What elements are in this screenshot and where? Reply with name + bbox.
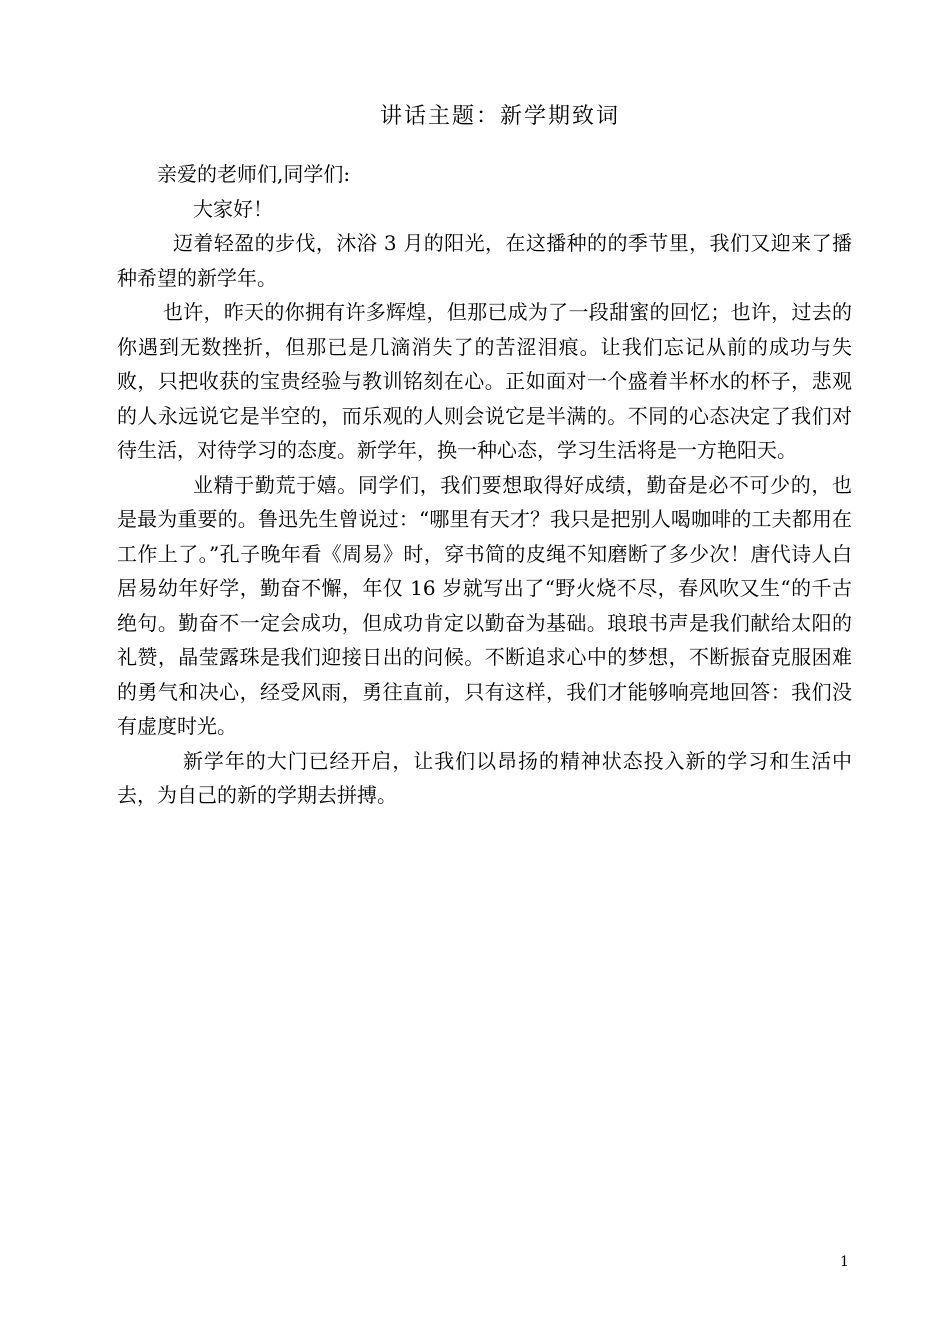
salutation: 亲爱的老师们,同学们: (157, 162, 351, 186)
paragraph-2: 也许，昨天的你拥有许多辉煌，但那已成为了一段甜蜜的回忆；也许，过去的你遇到无数挫折，但那已是几滴消失了的苦涩泪痕。让我们忘记从前的成功与失败，只把收获的宝贵经验与教训铭刻在心。正如面对一个盛着半杯水的杯子，悲观的人永远说它是半空的，而乐观的人则会说它是半满的。不同的心态决定了我们对待生活，对待学习的态度。新学年，换一种心态，学习生活将是一方艳阳天。 (117, 300, 852, 462)
paragraph-4: 新学年的大门已经开启，让我们以昂扬的精神状态投入新的学习和生活中去，为自己的新的学期去拼搏。 (117, 748, 852, 807)
page-title: 讲话主题：新学期致词 (379, 104, 620, 129)
document-body (117, 157, 852, 813)
greeting: 大家好！ (193, 196, 273, 221)
page-number: 1 (840, 1254, 849, 1270)
paragraph-1: 迈着轻盈的步伐，沐浴 3 月的阳光，在这播种的的季节里，我们又迎来了播种希望的新学年。 (117, 231, 852, 290)
paragraph-3: 业精于勤荒于嬉。同学们，我们要想取得好成绩，勤奋是必不可少的，也是最为重要的。鲁迅先生曾说过：“哪里有天才？我只是把别人喝咖啡的工夫都用在工作上了。”孔子晚年看《周易》时，穿书简的皮绳不知磨断了多少次！唐代诗人白居易幼年好学，勤奋不懈，年仅 16 岁就写出了“野火烧不尽，春风吹又生“的千古绝句。勤奋不一定会成功，但成功肯定以勤奋为基础。琅琅书声是我们献给太阳的礼赞，晶莹露珠是我们迎接日出的问候。不断追求心中的梦想，不断振奋克服困难的勇气和决心，经受风雨，勇往直前，只有这样，我们才能够响亮地回答：我们没有虚度时光。 (117, 472, 852, 738)
